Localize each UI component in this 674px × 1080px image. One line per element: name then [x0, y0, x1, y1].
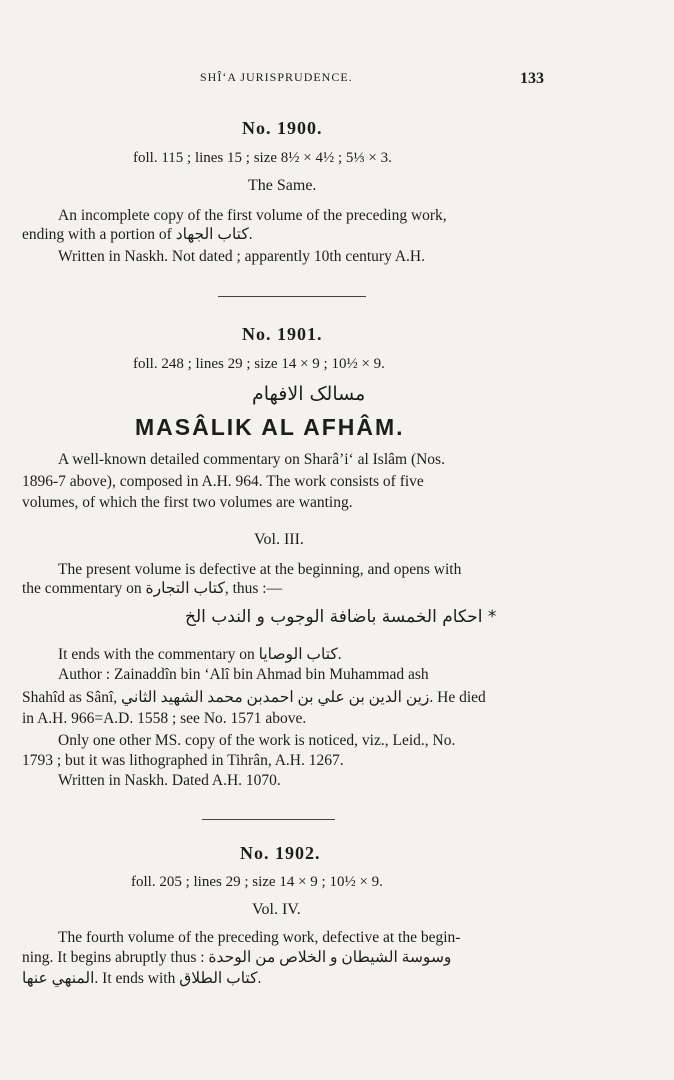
body-line: The fourth volume of the preceding work, defective at the begin-: [58, 929, 461, 946]
work-title: MASÂLIK AL AFHÂM.: [135, 414, 405, 440]
entry-number: No. 1900.: [242, 118, 323, 138]
body-line: volumes, of which the first two volumes are wanting.: [22, 494, 353, 511]
body-line: Only one other MS. copy of the work is noticed, viz., Leid., No.: [58, 732, 456, 749]
section-divider: [218, 296, 366, 297]
arabic-title: مسالک الافهام: [252, 383, 366, 405]
body-line: Author : Zainaddîn bin ‘Alî bin Ahmad bin Muhammad ash: [58, 666, 429, 683]
section-divider: [202, 819, 335, 820]
volume-label: Vol. III.: [254, 531, 304, 548]
entry-number: No. 1901.: [242, 324, 323, 344]
entry-meta: foll. 205 ; lines 29 ; size 14 × 9 ; 10½ × 9.: [131, 874, 383, 890]
body-line: ning. It begins abruptly thus : وسوسة الشيطان و الخلاص من الوحدة: [22, 949, 452, 966]
body-line: 1896-7 above), composed in A.H. 964. The work consists of five: [22, 473, 424, 490]
body-line: ending with a portion of كتاب الجهاد.: [22, 226, 253, 243]
entry-number: No. 1902.: [240, 843, 321, 863]
body-line: Written in Naskh. Not dated ; apparently 10th century A.H.: [58, 248, 425, 265]
body-line: It ends with the commentary on كتاب الوصايا.: [58, 646, 342, 663]
page-number: 133: [520, 70, 544, 87]
body-line: in A.H. 966=A.D. 1558 ; see No. 1571 above.: [22, 710, 307, 727]
entry-meta: foll. 248 ; lines 29 ; size 14 × 9 ; 10½ × 9.: [133, 356, 385, 372]
body-line: An incomplete copy of the first volume of the preceding work,: [58, 207, 447, 224]
body-line: المنهي عنها. It ends with كتاب الطلاق.: [22, 970, 262, 987]
entry-meta: foll. 115 ; lines 15 ; size 8½ × 4½ ; 5⅓ × 3.: [133, 150, 392, 166]
body-line: Shahîd as Sânî, زين الدين بن علي بن احمدبن محمد الشهيد الثاني. He died: [22, 689, 486, 706]
body-line: 1793 ; but it was lithographed in Tihrân, A.H. 1267.: [22, 752, 344, 769]
body-line: The present volume is defective at the beginning, and opens with: [58, 561, 462, 578]
body-line: A well-known detailed commentary on Sharâ’i‘ al Islâm (Nos.: [58, 451, 445, 468]
entry-subtitle: The Same.: [248, 177, 317, 194]
volume-label: Vol. IV.: [252, 901, 301, 918]
body-line: Written in Naskh. Dated A.H. 1070.: [58, 772, 281, 789]
arabic-quotation: احكام الخمسة باضافة الوجوب و الندب الخ *: [185, 607, 497, 627]
body-line: the commentary on كتاب التجارة, thus :—: [22, 580, 283, 597]
running-title: SHÎ‘A JURISPRUDENCE.: [200, 70, 353, 84]
